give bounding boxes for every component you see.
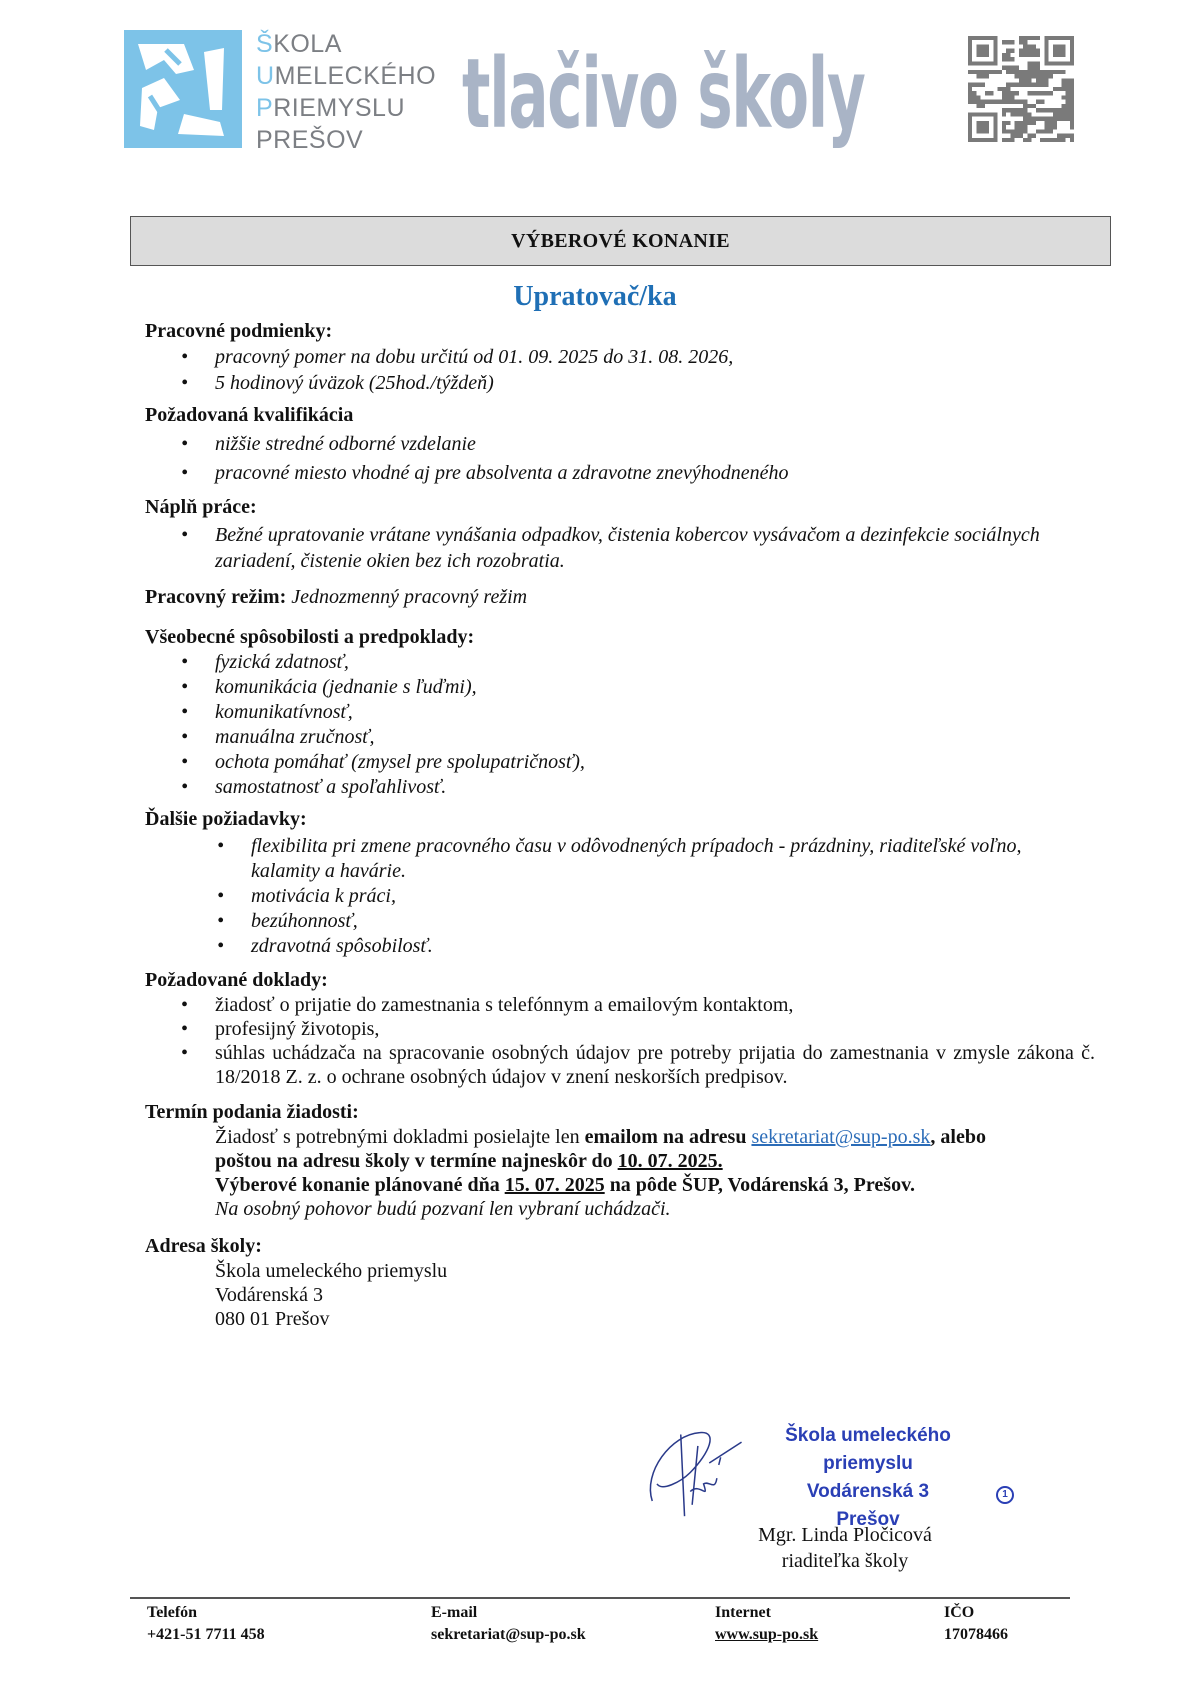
deadline-text-bold: poštou na adresu školy v termíne najneskôr do (215, 1150, 618, 1172)
bullet-icon: • (181, 726, 189, 748)
form-banner (462, 34, 882, 169)
logo-line (256, 92, 436, 124)
list-item-text: flexibilita pri zmene pracovného času v odôvodnených prípadoch - prázdniny, riaditeľské voľno, kalamity a havárie. (251, 835, 1022, 882)
document-body (145, 318, 1095, 1331)
footer-label: E-mail (431, 1604, 478, 1621)
bullet-icon: • (217, 910, 225, 932)
list-item (217, 934, 1075, 959)
logo-line-rest: KOLA (273, 30, 342, 58)
footer-value: 17078466 (944, 1626, 1008, 1643)
duties-list (145, 522, 1095, 574)
deadline-line-2 (215, 1149, 1095, 1173)
list-item (181, 650, 1095, 675)
deadline-text-bold: Výberové konanie plánované dňa (215, 1174, 505, 1196)
list-item (181, 430, 1095, 459)
logo-initial: P (256, 94, 274, 122)
logo-line-rest: PREŠOV (256, 126, 364, 154)
school-logo-icon (124, 30, 242, 148)
stamp-line: Prešov (836, 1509, 900, 1530)
list-item (181, 370, 1095, 396)
bullet-icon: • (181, 776, 189, 798)
bullet-icon: • (181, 994, 189, 1016)
list-item-text: súhlas uchádzača na spracovanie osobných údajov pre potreby prijatia do zamestnania v zmysle zákona č. 18/2018 Z. z. o ochrane osobných údajov v znení neskorších predpisov. (215, 1042, 1095, 1088)
list-item-text: pracovný pomer na dobu určitú od 01. 09. 2025 do 31. 08. 2026, (215, 346, 734, 368)
document-type-box (130, 216, 1111, 266)
deadline-text (145, 1125, 1095, 1221)
section-heading-documents: Požadované doklady: (145, 969, 328, 991)
documents-list (145, 993, 1095, 1089)
signer-role: riaditeľka školy (781, 1550, 909, 1572)
list-item-text: žiadosť o prijatie do zamestnania s telefónnym a emailovým kontaktom, (215, 994, 794, 1016)
footer-internet (715, 1602, 818, 1646)
list-item (181, 1017, 1095, 1041)
signer-name: Mgr. Linda Pločicová (758, 1524, 932, 1546)
list-item (181, 344, 1095, 370)
footer-label: Telefón (147, 1604, 198, 1621)
section-heading-qualification: Požadovaná kvalifikácia (145, 404, 354, 426)
bullet-icon: • (181, 676, 189, 698)
footer-label: Internet (715, 1604, 771, 1621)
deadline-text-plain: Žiadosť s potrebnými dokladmi posielajte len (215, 1126, 585, 1148)
list-item (181, 675, 1095, 700)
bullet-icon: • (217, 835, 225, 857)
submission-deadline-date: 10. 07. 2025. (617, 1150, 723, 1172)
footer-ico (944, 1602, 1008, 1646)
section-heading-regime: Pracovný režim: (145, 586, 287, 608)
school-stamp (748, 1422, 988, 1530)
other-requirements-list (145, 834, 1095, 959)
bullet-icon: • (181, 372, 189, 394)
banner-text: tlačivo školy (462, 38, 865, 150)
list-item (217, 834, 1075, 884)
section-heading-deadline: Termín podania žiadosti: (145, 1101, 359, 1123)
bullet-icon: • (181, 1018, 189, 1040)
section-heading-conditions: Pracovné podmienky: (145, 320, 333, 342)
footer-value: sekretariat@sup-po.sk (431, 1626, 586, 1643)
list-item (181, 1041, 1095, 1089)
list-item-text: samostatnosť a spoľahlivosť. (215, 776, 447, 798)
bullet-icon: • (181, 346, 189, 368)
qualification-list (145, 430, 1095, 488)
footer-label: IČO (944, 1604, 975, 1621)
section-heading-other: Ďalšie požiadavky: (145, 808, 307, 830)
list-item-text: komunikatívnosť, (215, 701, 353, 723)
address-line: Vodárenská 3 (215, 1284, 323, 1306)
bullet-icon: • (181, 433, 189, 455)
bullet-icon: • (181, 462, 189, 484)
list-item (181, 700, 1095, 725)
qr-code-icon (968, 36, 1074, 142)
bullet-icon: • (181, 524, 189, 546)
bullet-icon: • (217, 885, 225, 907)
list-item-text: nižšie stredné odborné vzdelanie (215, 433, 476, 455)
footer-divider (130, 1597, 1070, 1599)
section-heading-address: Adresa školy: (145, 1235, 262, 1257)
list-item-text: Bežné upratovanie vrátane vynášania odpadkov, čistenia kobercov vysávačom a dezinfekcie sociálnych zariadení, čistenie okien bez ich rozobratia. (215, 524, 1040, 572)
footer-phone (147, 1602, 265, 1646)
deadline-text-bold: na pôde ŠUP, Vodárenská 3, Prešov. (604, 1174, 915, 1196)
logo-line (256, 60, 436, 92)
logo-line-rest: RIEMYSLU (273, 94, 405, 122)
list-item (181, 522, 1095, 574)
abilities-list (145, 650, 1095, 800)
address-line: 080 01 Prešov (215, 1308, 330, 1330)
list-item-text: fyzická zdatnosť, (215, 651, 349, 673)
signer-block (700, 1522, 990, 1574)
list-item-text: 5 hodinový úväzok (25hod./týždeň) (215, 372, 494, 394)
list-item (217, 909, 1075, 934)
school-address (145, 1259, 1095, 1331)
handwritten-signature (640, 1425, 750, 1520)
list-item (181, 993, 1095, 1017)
bullet-icon: • (181, 651, 189, 673)
list-item (217, 884, 1075, 909)
section-heading-abilities: Všeobecné spôsobilosti a predpoklady: (145, 626, 475, 648)
bullet-icon: • (181, 1042, 189, 1064)
work-regime (145, 584, 1095, 610)
list-item-text: ochota pomáhať (zmysel pre spolupatričnosť), (215, 751, 585, 773)
section-heading-duties: Náplň práce: (145, 496, 257, 518)
bullet-icon: • (181, 701, 189, 723)
list-item-text: zdravotná spôsobilosť. (251, 935, 433, 957)
deadline-line-1 (215, 1125, 1095, 1149)
bullet-icon: • (217, 935, 225, 957)
list-item-text: manuálna zručnosť, (215, 726, 375, 748)
list-item (181, 459, 1095, 488)
job-title: Upratovač/ka (513, 281, 677, 312)
list-item-text: profesijný životopis, (215, 1018, 380, 1040)
deadline-line-3 (215, 1173, 1095, 1197)
stamp-line: Vodárenská 3 (806, 1481, 930, 1502)
list-item (181, 725, 1095, 750)
website-link[interactable]: www.sup-po.sk (715, 1626, 819, 1643)
footer-value: +421-51 7711 458 (147, 1626, 265, 1643)
deadline-line-4: Na osobný pohovor budú pozvaní len vybraní uchádzači. (215, 1198, 671, 1220)
list-item (181, 750, 1095, 775)
selection-date: 15. 07. 2025 (504, 1174, 605, 1196)
document-type-title: VÝBEROVÉ KONANIE (511, 230, 730, 252)
email-link[interactable]: sekretariat@sup-po.sk (751, 1126, 931, 1148)
logo-line (256, 28, 436, 60)
school-logo-text (256, 28, 436, 156)
list-item (181, 775, 1095, 800)
logo-initial: Š (256, 30, 274, 58)
footer-email (431, 1602, 586, 1646)
conditions-list (145, 344, 1095, 396)
list-item-text: motivácia k práci, (251, 885, 396, 907)
address-line: Škola umeleckého priemyslu (215, 1260, 448, 1282)
bullet-icon: • (181, 751, 189, 773)
deadline-text-bold: emailom na adresu (584, 1126, 747, 1148)
list-item-text: bezúhonnosť, (251, 910, 358, 932)
deadline-text-bold: , alebo (930, 1126, 986, 1148)
logo-initial: U (256, 62, 275, 90)
stamp-line: Škola umeleckého priemyslu (785, 1425, 951, 1474)
logo-line (256, 124, 436, 156)
logo-line-rest: MELECKÉHO (274, 62, 437, 90)
stamp-number: 1 (996, 1486, 1014, 1504)
list-item-text: pracovné miesto vhodné aj pre absolventa a zdravotne znevýhodneného (215, 462, 789, 484)
list-item-text: komunikácia (jednanie s ľuďmi), (215, 676, 477, 698)
work-regime-value: Jednozmenný pracovný režim (291, 586, 528, 608)
